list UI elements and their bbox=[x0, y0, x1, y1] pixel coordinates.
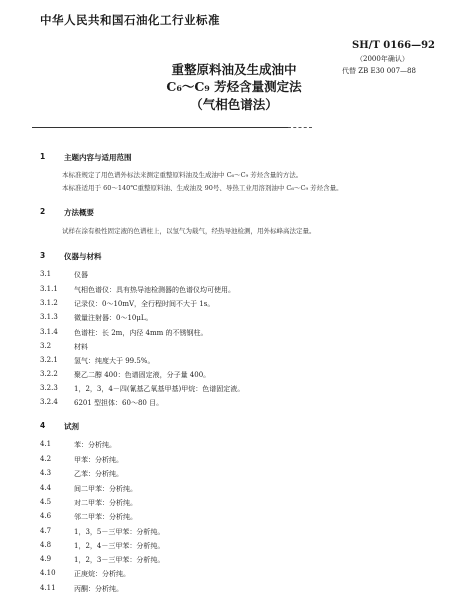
item-text: 6201 型担体：60～80 目。 bbox=[74, 399, 164, 407]
item-text: 氢气：纯度大于 99.5%。 bbox=[74, 357, 155, 365]
item-number: 4.7 bbox=[40, 527, 52, 535]
section-heading-2 bbox=[40, 207, 340, 219]
item-text: 记录仪：0～10mV，全行程时间不大于 1s。 bbox=[74, 300, 215, 308]
list-item bbox=[40, 370, 440, 381]
item-number: 3.2.1 bbox=[40, 356, 58, 364]
list-item bbox=[40, 440, 440, 451]
title-rule-dash bbox=[288, 127, 312, 128]
item-text: 丙酮：分析纯。 bbox=[74, 585, 123, 593]
item-text: 材料 bbox=[74, 343, 88, 351]
item-text: 微量注射器：0～10μL。 bbox=[74, 314, 153, 322]
list-item bbox=[40, 512, 440, 523]
list-item bbox=[40, 484, 440, 495]
item-text: 1，3，5－三甲苯：分析纯。 bbox=[74, 528, 165, 536]
paragraph: 试样在涂有极性固定液的色谱柱上，以氢气为载气，经热导池检测，用外标峰高法定量。 bbox=[62, 227, 316, 235]
section-number: 1 bbox=[40, 152, 46, 161]
item-number: 3.1.1 bbox=[40, 285, 58, 293]
list-item bbox=[40, 469, 440, 480]
list-item bbox=[40, 527, 440, 538]
list-item bbox=[40, 342, 440, 353]
replaces-standard: 代替 ZB E30 007—88 bbox=[342, 67, 416, 75]
title-rule bbox=[32, 127, 288, 128]
paragraph: 本标准规定了用色谱外标法来测定重整原料油及生成油中 C₆～C₉ 芳烃含量的方法。 bbox=[62, 171, 303, 179]
standard-number: SH/T 0166—92 bbox=[352, 40, 435, 51]
item-text: 1，2，3，4－四(氰基乙氧基甲基)甲烷：色谱固定液。 bbox=[74, 385, 245, 393]
item-text: 甲苯：分析纯。 bbox=[74, 456, 123, 464]
list-item bbox=[40, 555, 440, 566]
item-number: 3.2 bbox=[40, 342, 52, 350]
section-title: 方法概要 bbox=[64, 208, 94, 217]
list-item bbox=[40, 356, 440, 367]
item-text: 苯：分析纯。 bbox=[74, 441, 116, 449]
list-item bbox=[40, 328, 440, 339]
item-number: 4.4 bbox=[40, 484, 52, 492]
item-number: 3.2.3 bbox=[40, 384, 58, 392]
list-item bbox=[40, 498, 440, 509]
list-item bbox=[40, 584, 440, 595]
paragraph: 本标准适用于 60～140℃重整原料油、生成油及 90号、导热工业用溶剂油中 C₆～C₉ 芳烃含量。 bbox=[62, 184, 343, 192]
list-item bbox=[40, 541, 440, 552]
title-line-3: （气相色谱法） bbox=[190, 97, 278, 112]
section-number: 4 bbox=[40, 421, 46, 430]
item-text: 1，2，3－三甲苯：分析纯。 bbox=[74, 556, 165, 564]
section-number: 3 bbox=[40, 251, 46, 260]
section-heading-1 bbox=[40, 152, 340, 164]
item-number: 4.5 bbox=[40, 498, 52, 506]
item-number: 4.9 bbox=[40, 555, 52, 563]
section-heading-4 bbox=[40, 421, 340, 433]
list-item bbox=[40, 398, 440, 409]
item-number: 3.1.4 bbox=[40, 328, 58, 336]
item-number: 4.6 bbox=[40, 512, 52, 520]
list-item bbox=[40, 285, 440, 296]
item-text: 1，2，4－三甲苯：分析纯。 bbox=[74, 542, 165, 550]
title-line-1: 重整原料油及生成油中 bbox=[171, 62, 297, 77]
item-number: 4.2 bbox=[40, 455, 52, 463]
item-number: 4.11 bbox=[40, 584, 56, 592]
item-number: 4.3 bbox=[40, 469, 52, 477]
confirmation-year: （2000年确认） bbox=[356, 55, 409, 63]
section-heading-3 bbox=[40, 251, 340, 263]
section-title: 仪器与材料 bbox=[64, 252, 102, 261]
item-number: 4.1 bbox=[40, 440, 52, 448]
item-text: 聚乙二醇 400：色谱固定液，分子量 400。 bbox=[74, 371, 211, 379]
item-number: 3.2.2 bbox=[40, 370, 58, 378]
item-text: 邻二甲苯：分析纯。 bbox=[74, 513, 137, 521]
item-text: 间二甲苯：分析纯。 bbox=[74, 485, 137, 493]
item-number: 3.1 bbox=[40, 270, 52, 278]
item-text: 正庚烷：分析纯。 bbox=[74, 570, 130, 578]
item-text: 乙苯：分析纯。 bbox=[74, 470, 123, 478]
list-item bbox=[40, 455, 440, 466]
item-number: 4.10 bbox=[40, 569, 56, 577]
item-text: 色谱柱：长 2m，内径 4mm 的不锈钢柱。 bbox=[74, 329, 208, 337]
item-number: 3.2.4 bbox=[40, 398, 58, 406]
section-title: 主题内容与适用范围 bbox=[64, 153, 132, 162]
item-text: 仪器 bbox=[74, 271, 88, 279]
item-text: 对二甲苯：分析纯。 bbox=[74, 499, 137, 507]
section-number: 2 bbox=[40, 207, 46, 216]
item-text: 气相色谱仪：具有热导池检测器的色谱仪均可使用。 bbox=[74, 286, 235, 294]
list-item bbox=[40, 313, 440, 324]
item-number: 4.8 bbox=[40, 541, 52, 549]
list-item bbox=[40, 569, 440, 580]
document-header: 中华人民共和国石油化工行业标准 bbox=[40, 13, 220, 27]
list-item bbox=[40, 270, 440, 281]
list-item bbox=[40, 384, 440, 395]
item-number: 3.1.3 bbox=[40, 313, 58, 321]
list-item bbox=[40, 299, 440, 310]
item-number: 3.1.2 bbox=[40, 299, 58, 307]
title-line-2: C₆～C₉ 芳烃含量测定法 bbox=[166, 79, 302, 94]
section-title: 试剂 bbox=[64, 422, 79, 431]
